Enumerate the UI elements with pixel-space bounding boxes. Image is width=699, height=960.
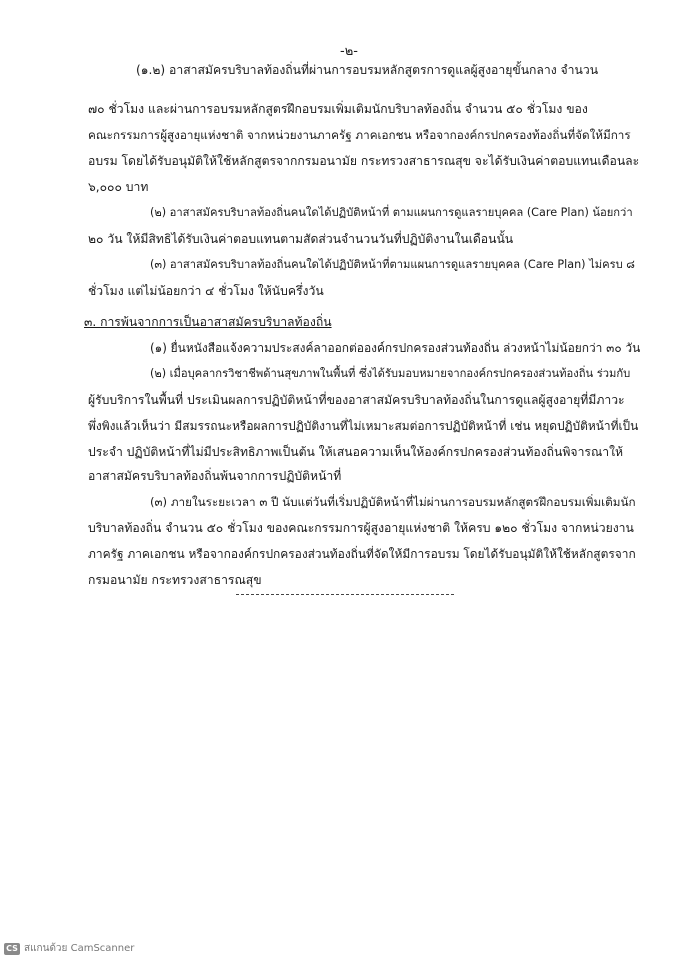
paragraph-line: ผู้รับบริการในพื้นที่ ประเมินผลการปฏิบัติหน้าที่ของอาสาสมัครบริบาลท้องถิ่นในการดูแลผู้สูงอายุที่มีภาวะ (88, 393, 625, 407)
paragraph-line: บริบาลท้องถิ่น จำนวน ๕๐ ชั่วโมง ของคณะกรรมการผู้สูงอายุแห่งชาติ ให้ครบ ๑๒๐ ชั่วโมง จากหน่วยงาน (88, 521, 634, 535)
scanner-watermark (4, 941, 134, 956)
paragraph-line: (๒) เมื่อบุคลากรวิชาชีพด้านสุขภาพในพื้นที่ ซึ่งได้รับมอบหมายจากองค์กรปกครองส่วนท้องถิ่น ร่วมกับ (150, 367, 631, 380)
paragraph-line: อาสาสมัครบริบาลท้องถิ่นพ้นจากการปฏิบัติหน้าที่ (88, 469, 342, 483)
watermark-text: สแกนด้วย CamScanner (24, 943, 135, 954)
paragraph-line: ๒๐ วัน ให้มีสิทธิได้รับเงินค่าตอบแทนตามสัดส่วนจำนวนวันที่ปฏิบัติงานในเดือนนั้น (88, 232, 514, 246)
paragraph-line: (๓) ภายในระยะเวลา ๓ ปี นับแต่วันที่เริ่มปฏิบัติหน้าที่ไม่ผ่านการอบรมหลักสูตรฝึกอบรมเพิ่มเติมนัก (150, 495, 636, 509)
paragraph-line: กรมอนามัย กระทรวงสาธารณสุข (88, 573, 262, 587)
paragraph-line: คณะกรรมการผู้สูงอายุแห่งชาติ จากหน่วยงานภาครัฐ ภาคเอกชน หรือจากองค์กรปกครองท้องถิ่นที่จัดให้มีการ (88, 128, 631, 142)
paragraph-line: พึ่งพิงแล้วเห็นว่า มีสมรรถนะหรือผลการปฏิบัติงานที่ไม่เหมาะสมต่อการปฏิบัติหน้าที่ เช่น หยุดปฏิบัติหน้าที่เป็น (88, 419, 639, 433)
end-divider (236, 594, 454, 595)
paragraph-line: (๓) อาสาสมัครบริบาลท้องถิ่นคนใดได้ปฏิบัติหน้าที่ตามแผนการดูแลรายบุคคล (Care Plan) ไม่ครบ ๘ (150, 258, 635, 271)
paragraph-line: ภาครัฐ ภาคเอกชน หรือจากองค์กรปกครองส่วนท้องถิ่นที่จัดให้มีการอบรม โดยได้รับอนุมัติให้ใช้หลักสูตรจาก (88, 547, 636, 561)
section-heading: ๓. การพ้นจากการเป็นอาสาสมัครบริบาลท้องถิ่น (84, 315, 332, 329)
paragraph-line: ๗๐ ชั่วโมง และผ่านการอบรมหลักสูตรฝึกอบรมเพิ่มเติมนักบริบาลท้องถิ่น จำนวน ๕๐ ชั่วโมง ของ (88, 102, 588, 116)
paragraph-line: (๑.๒) อาสาสมัครบริบาลท้องถิ่นที่ผ่านการอบรมหลักสูตรการดูแลผู้สูงอายุขั้นกลาง จำนวน (136, 63, 599, 77)
camscanner-logo-icon: CS (4, 943, 20, 955)
paragraph-line: ๖,๐๐๐ บาท (88, 180, 149, 194)
paragraph-line: อบรม โดยได้รับอนุมัติให้ใช้หลักสูตรจากกรมอนามัย กระทรวงสาธารณสุข จะได้รับเงินค่าตอบแทนเดือนละ (88, 154, 640, 168)
paragraph-line: ประจำ ปฏิบัติหน้าที่ไม่มีประสิทธิภาพเป็นต้น ให้เสนอความเห็นให้องค์กรปกครองส่วนท้องถิ่นพิจารณาให้ (88, 445, 624, 459)
paragraph-line: (๒) อาสาสมัครบริบาลท้องถิ่นคนใดได้ปฏิบัติหน้าที่ ตามแผนการดูแลรายบุคคล (Care Plan) น้อยกว่า (150, 206, 633, 219)
paragraph-line: (๑) ยื่นหนังสือแจ้งความประสงค์ลาออกต่อองค์กรปกครองส่วนท้องถิ่น ล่วงหน้าไม่น้อยกว่า ๓๐ วัน (150, 341, 641, 355)
paragraph-line: ชั่วโมง แต่ไม่น้อยกว่า ๔ ชั่วโมง ให้นับครึ่งวัน (88, 284, 324, 298)
page-number: -๒- (340, 44, 358, 59)
